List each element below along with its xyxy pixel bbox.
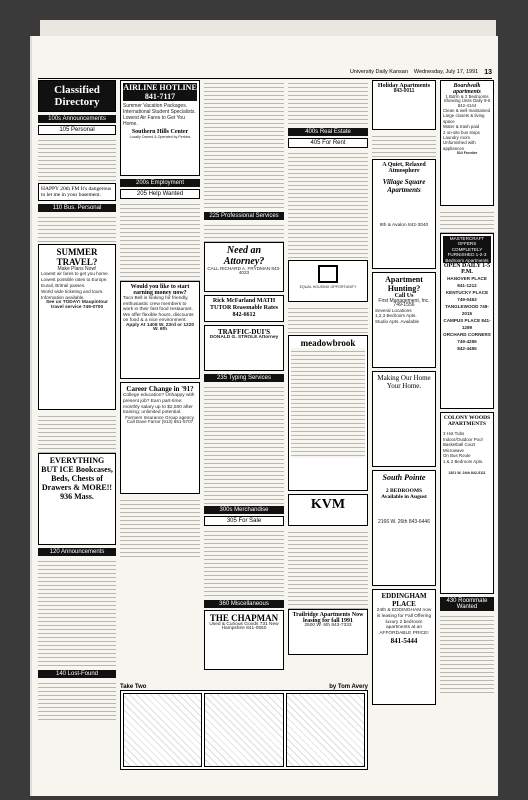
taco-body: Taco Bell is looking for friendly, enthusiastic crew members to work in their fast food restaurant. We offer flexible hours, discounts on food & a nice environment.: [123, 296, 194, 324]
section-300s: 300s Merchandise: [204, 506, 284, 514]
announcements-text: [38, 558, 116, 668]
eddingham-body: 24th & EDDINGHAM now is leasing for Fall Offering luxury 2 bedroom apartments at an AFFORDABLE PRICE!: [376, 608, 432, 637]
help-wanted-text-2: [120, 497, 200, 557]
mastercraft-phone: 842-4455: [457, 346, 477, 352]
chapman-head: THE CHAPMAN: [209, 613, 279, 623]
bus-personal-text: [38, 214, 116, 244]
kvm-logo: KVM: [288, 494, 368, 526]
section-bus-personal: 110 Bus. Personal: [38, 204, 116, 212]
village-quiet: A Quiet, Relaxed Atmosphere: [382, 162, 426, 174]
boardwalk-item: Clean & well maintained: [443, 107, 491, 113]
place-kentucky: KENTUCKY PLACE 749-0463: [445, 290, 489, 303]
newspaper-page: [30, 36, 498, 796]
section-help-wanted: 205 Help Wanted: [120, 189, 200, 199]
first-management-ad: [372, 272, 436, 368]
first-list: [375, 308, 433, 325]
colony-item: Indoor/Outdoor Pool: [443, 436, 483, 442]
summer-item: Lowest air fares to get you home.: [41, 271, 109, 277]
mastercraft-head: MASTERCRAFT OFFERS COMPLETELY FURNISHED 1-2-3 Bedroom Apartments: [443, 236, 491, 263]
section-120: 120 Announcements: [38, 548, 116, 556]
roommate-text: [440, 613, 494, 693]
home-head: Making Our Home Your Home.: [377, 374, 431, 390]
happy-ad: HAPPY 20th FM It's dangerous to let me in your basement.: [38, 183, 116, 201]
paper-date: Wednesday, July 17, 1991: [413, 69, 479, 75]
boardwalk-item: 2 on-site bus stops: [443, 129, 480, 135]
boardwalk-list: [443, 108, 491, 151]
place-tanglewood: TANGLEWOOD 749-2015: [445, 304, 489, 317]
summer-item: Eurail, Britrail passes.: [41, 283, 86, 289]
taco-bell-ad: [120, 281, 200, 379]
traffic-name: DONALD G. STROLE Attorney: [209, 335, 279, 340]
south-pointe-phone: 2166 W. 26th 843-6446: [378, 519, 430, 525]
column-1: [38, 80, 116, 788]
boardwalk-foot: 524 Frontier: [456, 151, 478, 156]
section-for-sale: 305 For Sale: [204, 516, 284, 526]
boardwalk-item: Large closets & living space: [443, 113, 485, 124]
airline-hotline: AIRLINE HOTLINE 841-7117: [123, 83, 197, 101]
colony-item: On Bus Route: [443, 453, 471, 459]
colony-head: COLONY WOODS APARTMENTS: [443, 415, 491, 427]
first-item: 1,2,3 Bedroom Apts.: [375, 313, 417, 319]
equal-housing-ad: [288, 260, 368, 302]
airline-list: Summer Vacation Packages. International Student Specialists. Lowest Air Fares to Get You Home.: [123, 103, 196, 127]
summer-item: World wide ticketing and tours.: [41, 289, 104, 295]
summer-foot: See us TODAY! Maupintour travel service 749-0700: [45, 300, 109, 310]
career-head: Career Change in '91?: [126, 385, 194, 393]
summer-list: [41, 271, 113, 301]
summer-head: SUMMER TRAVEL?: [56, 247, 98, 267]
cartoon-panel: [123, 693, 202, 767]
south-pointe-ad: [372, 470, 436, 586]
village-ad: [372, 159, 436, 269]
section-100s: 100s Announcements: [38, 115, 116, 123]
professional-text: [204, 222, 284, 242]
mastercraft-places: [443, 275, 491, 352]
first-item: Studio Apts. Available: [375, 318, 420, 324]
colony-foot: 1301 W. 24th 842-5111: [448, 470, 486, 475]
house-icon: [318, 265, 338, 283]
page-number: 13: [484, 68, 492, 76]
traffic-ad: [204, 325, 284, 371]
taco-head: Would you like to start earning money now?: [130, 284, 190, 296]
cartoon-title: Take Two: [120, 684, 147, 690]
meadowbrook-head: meadowbrook: [300, 338, 356, 348]
section-misc: 360 Miscellaneous: [204, 600, 284, 608]
trailridge-head: Trailridge Apartments Now leasing for fall 1991: [292, 612, 364, 624]
traffic-head: TRAFFIC-DUI'S: [217, 328, 271, 336]
boardwalk-ad: [440, 80, 494, 206]
first-item: Several Locations: [375, 307, 412, 313]
south-pointe-logo: South Pointe: [382, 473, 426, 482]
rent-text-3: [288, 529, 368, 609]
career-ad: [120, 382, 200, 494]
eddingham-ad: [372, 589, 436, 705]
boardwalk-item: Laundry room: [443, 134, 471, 140]
rent-text: [204, 80, 284, 210]
boardwalk-body: 1 Bdrm & 2 Bedrooms Showing Units Daily 9-6 842-4144: [443, 94, 491, 108]
place-orchard: ORCHARD CORNERS 749-4255: [443, 332, 491, 345]
cartoon-panel: [204, 693, 283, 767]
boardwalk-item: Water & trash paid: [443, 124, 480, 130]
cartoon-panel: [286, 693, 365, 767]
career-body: College education? Unhappy with present job? Earn part-time: monthly salary up to $2,500 after training; unlimited potential.: [123, 393, 195, 416]
summer-item: Information available.: [41, 295, 85, 301]
boardwalk-head: Boardwalk apartments: [453, 83, 481, 95]
summer-item: Lowest possible rates to Europe.: [41, 277, 108, 283]
rent-text-top: [288, 80, 368, 126]
paper-name: University Daily Kansan: [349, 69, 408, 75]
meadowbrook-body: [291, 348, 365, 458]
cartoon-author: by Tom Avery: [329, 684, 368, 690]
chapman-sub: Used & Curious Goods 731 New Hampshire 841-0550: [209, 622, 279, 632]
attorney-ad: [204, 242, 284, 292]
rent-text-2: [288, 305, 368, 335]
section-personal: 105 Personal: [38, 125, 116, 135]
rent-text-5: [440, 209, 494, 233]
math-tutor-ad: Rick McFarland MATH TUTOR Reasonable Rates 842-6612: [204, 295, 284, 322]
hunting-head: Apartment Hunting?: [385, 275, 423, 293]
lost-found-text: [38, 680, 116, 720]
holiday-ad: [372, 80, 436, 130]
cartoon-strip: [120, 684, 368, 770]
holiday-head: Holiday Apartments: [377, 83, 431, 89]
career-foot: Farmers Insurance Group agency. Call Dave Farrar (913) 651-5707: [125, 415, 195, 425]
airline-ad: [120, 80, 200, 176]
column-5: [372, 80, 436, 788]
classified-masthead: Classified Directory: [38, 80, 116, 112]
bookcases-ad: EVERYTHING BUT ICE Bookcases, Beds, Chests of Drawers & MORE!! 936 Mass.: [38, 453, 116, 545]
attorney-head: Need an Attorney?: [223, 245, 265, 267]
boardwalk-item: Unfurnished with appliances: [443, 140, 476, 151]
colony-woods-ad: [440, 412, 494, 594]
hunting-call: Call Us: [394, 293, 414, 299]
colony-item: Basketball Court: [443, 442, 476, 448]
village-phone: 9th & Avalon 842-3040: [379, 223, 429, 228]
page-header: [38, 66, 492, 79]
travel-foot: Locally Owned & Operated by Perkins: [129, 135, 191, 139]
column-3: [204, 80, 284, 788]
making-home-ad: [372, 371, 436, 467]
personal-text-2: [38, 413, 116, 453]
taco-foot: Apply At 1408 W. 23rd or 1220 W. 6th: [125, 322, 195, 333]
summer-travel-ad: [38, 244, 116, 410]
mastercraft-ad: [440, 233, 494, 409]
section-430: 430 Roommate Wanted: [440, 597, 494, 611]
eddingham-phone: 841-5444: [390, 636, 418, 645]
travel-center: Southern Hills Center: [131, 129, 189, 135]
place-hanover: HANOVER PLACE 841-1212: [447, 276, 487, 289]
attorney-name: CALL RICHARD A. FRYDMAN 843-4023: [207, 266, 281, 276]
colony-item: Microwave: [443, 447, 464, 453]
column-2: [120, 80, 200, 788]
holiday-phone: 843-0011: [393, 88, 415, 94]
equal-housing: EQUAL HOUSING OPPORTUNITY: [299, 285, 357, 289]
section-400s: 400s Real Estate: [288, 128, 368, 136]
trailridge-ad: [288, 609, 368, 655]
place-campus: CAMPUS PLACE 841-1289: [443, 318, 491, 331]
summer-sub: Make Plans Now!: [57, 266, 97, 272]
column-4: [288, 80, 368, 788]
typing-text: [204, 384, 284, 504]
personal-text: [38, 137, 116, 183]
eddingham-head: EDDINGHAM PLACE: [381, 592, 427, 608]
mastercraft-open: OPEN DAILY 1-5 P.M.: [443, 263, 491, 276]
colony-list: [443, 431, 491, 465]
south-pointe-beds: 2 BEDROOMS Available in August: [381, 488, 427, 500]
trailridge-phone: 2500 W. 6th 843-7333: [304, 623, 352, 628]
for-rent-text: [288, 150, 368, 260]
chapman-ad: [204, 610, 284, 670]
help-wanted-text: [120, 201, 200, 281]
village-logo: Village Square Apartments: [382, 178, 426, 194]
first-name: First Management, Inc. 749-1556: [378, 298, 430, 309]
section-for-rent: 405 For Rent: [288, 138, 368, 148]
column-6: [440, 80, 494, 788]
meadowbrook-ad: [288, 335, 368, 491]
section-professional: 225 Professional Services: [204, 212, 284, 220]
colony-item: 1 & 2 Bedroom Apts.: [443, 458, 484, 464]
section-200s: 200s Employment: [120, 179, 200, 187]
colony-item: 3 Hot Tubs: [443, 431, 465, 436]
cartoon-panels: [120, 690, 368, 770]
for-sale-text: [204, 528, 284, 598]
rent-text-4: [372, 133, 436, 159]
section-typing: 235 Typing Services: [204, 374, 284, 382]
section-140: 140 Lost-Found: [38, 670, 116, 678]
